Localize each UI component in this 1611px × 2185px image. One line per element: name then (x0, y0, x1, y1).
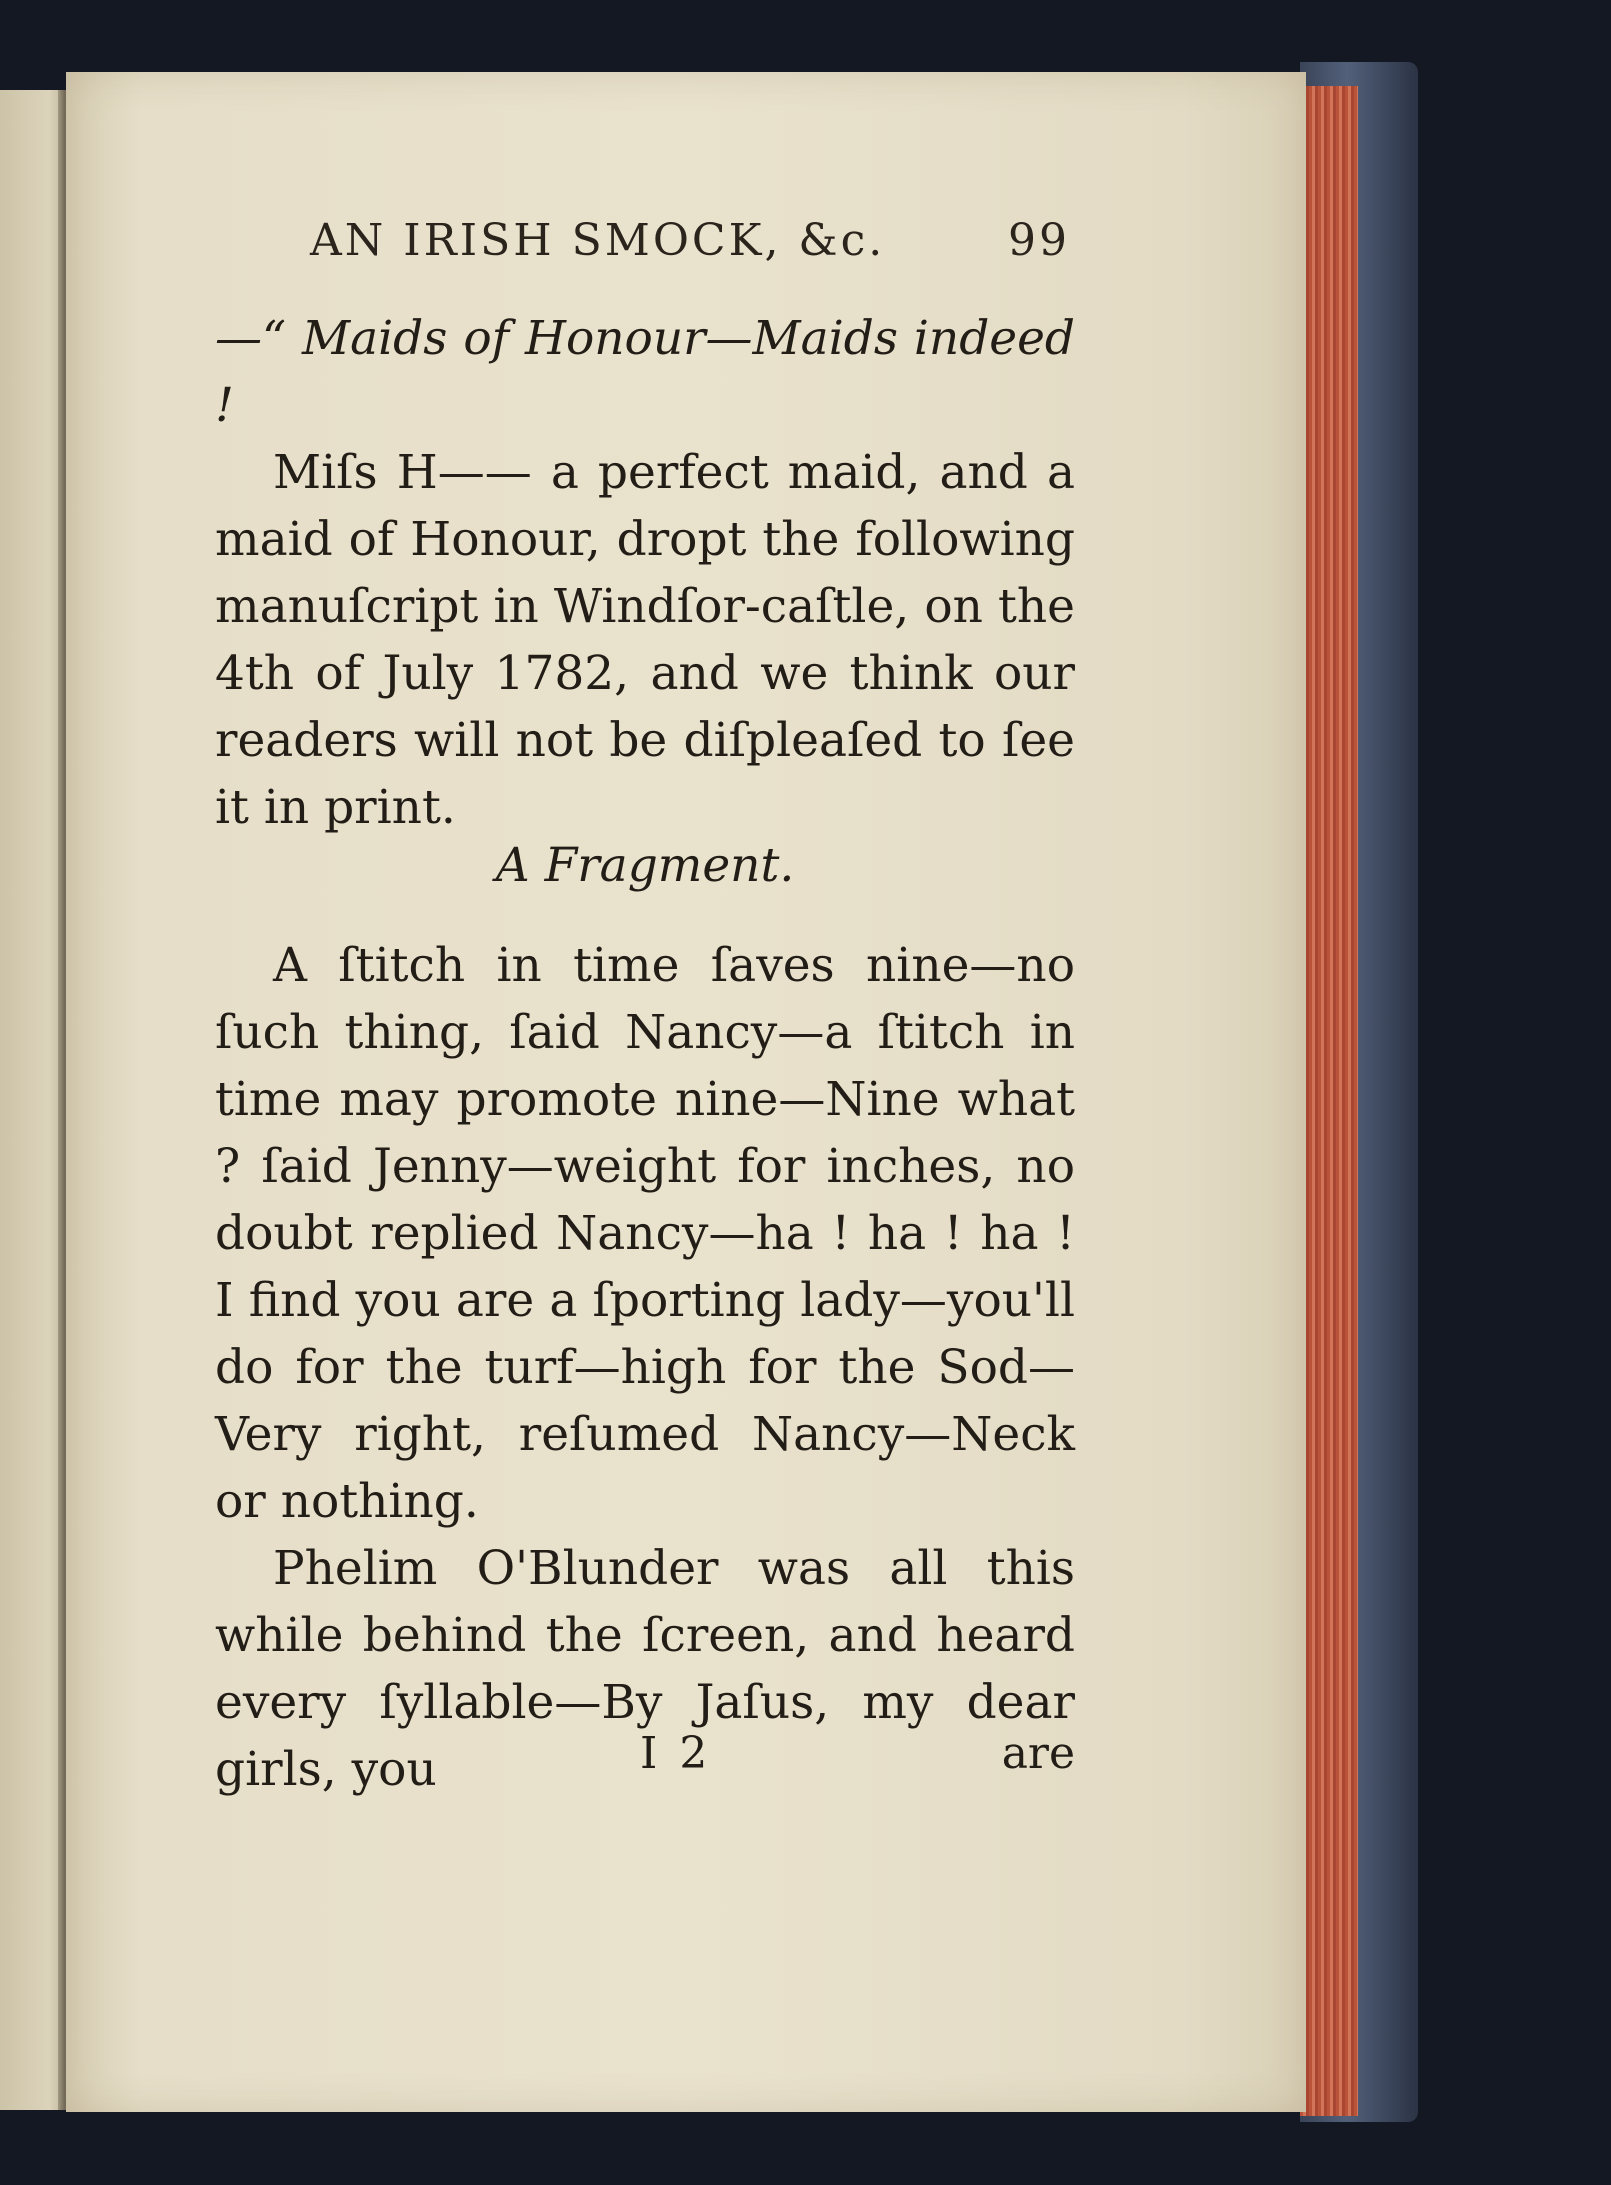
page-footer (215, 1728, 1075, 1788)
fragment-paragraph-2: Phelim O'Blunder was all this while behind the ſcreen, and heard every ſyllable—By Jaſus, my dear girls, you (215, 1541, 1075, 1797)
running-title: AN IRISH SMOCK, &c. (310, 215, 886, 266)
page-header (310, 215, 1080, 275)
intro-paragraph: Miſs H—— a perfect maid, and a maid of Honour, dropt the following manuſcript in Windſor-caſtle, on the 4th of July 1782, and we think our readers will not be diſpleaſed to ſee it in print. (215, 445, 1075, 835)
red-page-edges (1300, 86, 1358, 2116)
fragment-paragraph-1: A ſtitch in time ſaves nine—no ſuch thing, ſaid Nancy—a ſtitch in time may promote nine—Nine what ? ſaid Jenny—weight for inches, no doubt replied Nancy—ha ! ha ! ha ! I find you are a ſporting lady—you'll do for the turf—high for the Sod— Very right, reſumed Nancy—Neck or nothing. (215, 938, 1075, 1529)
signature-mark: I 2 (640, 1728, 712, 1779)
catchword: are (1001, 1728, 1075, 1779)
fragment-title: A Fragment. (495, 838, 795, 893)
page-number: 99 (1008, 215, 1070, 266)
intro-quote: —“ Maids of Honour—Maids indeed ! (215, 311, 1075, 433)
intro-block (215, 305, 1075, 841)
fragment-body (215, 932, 1075, 1803)
